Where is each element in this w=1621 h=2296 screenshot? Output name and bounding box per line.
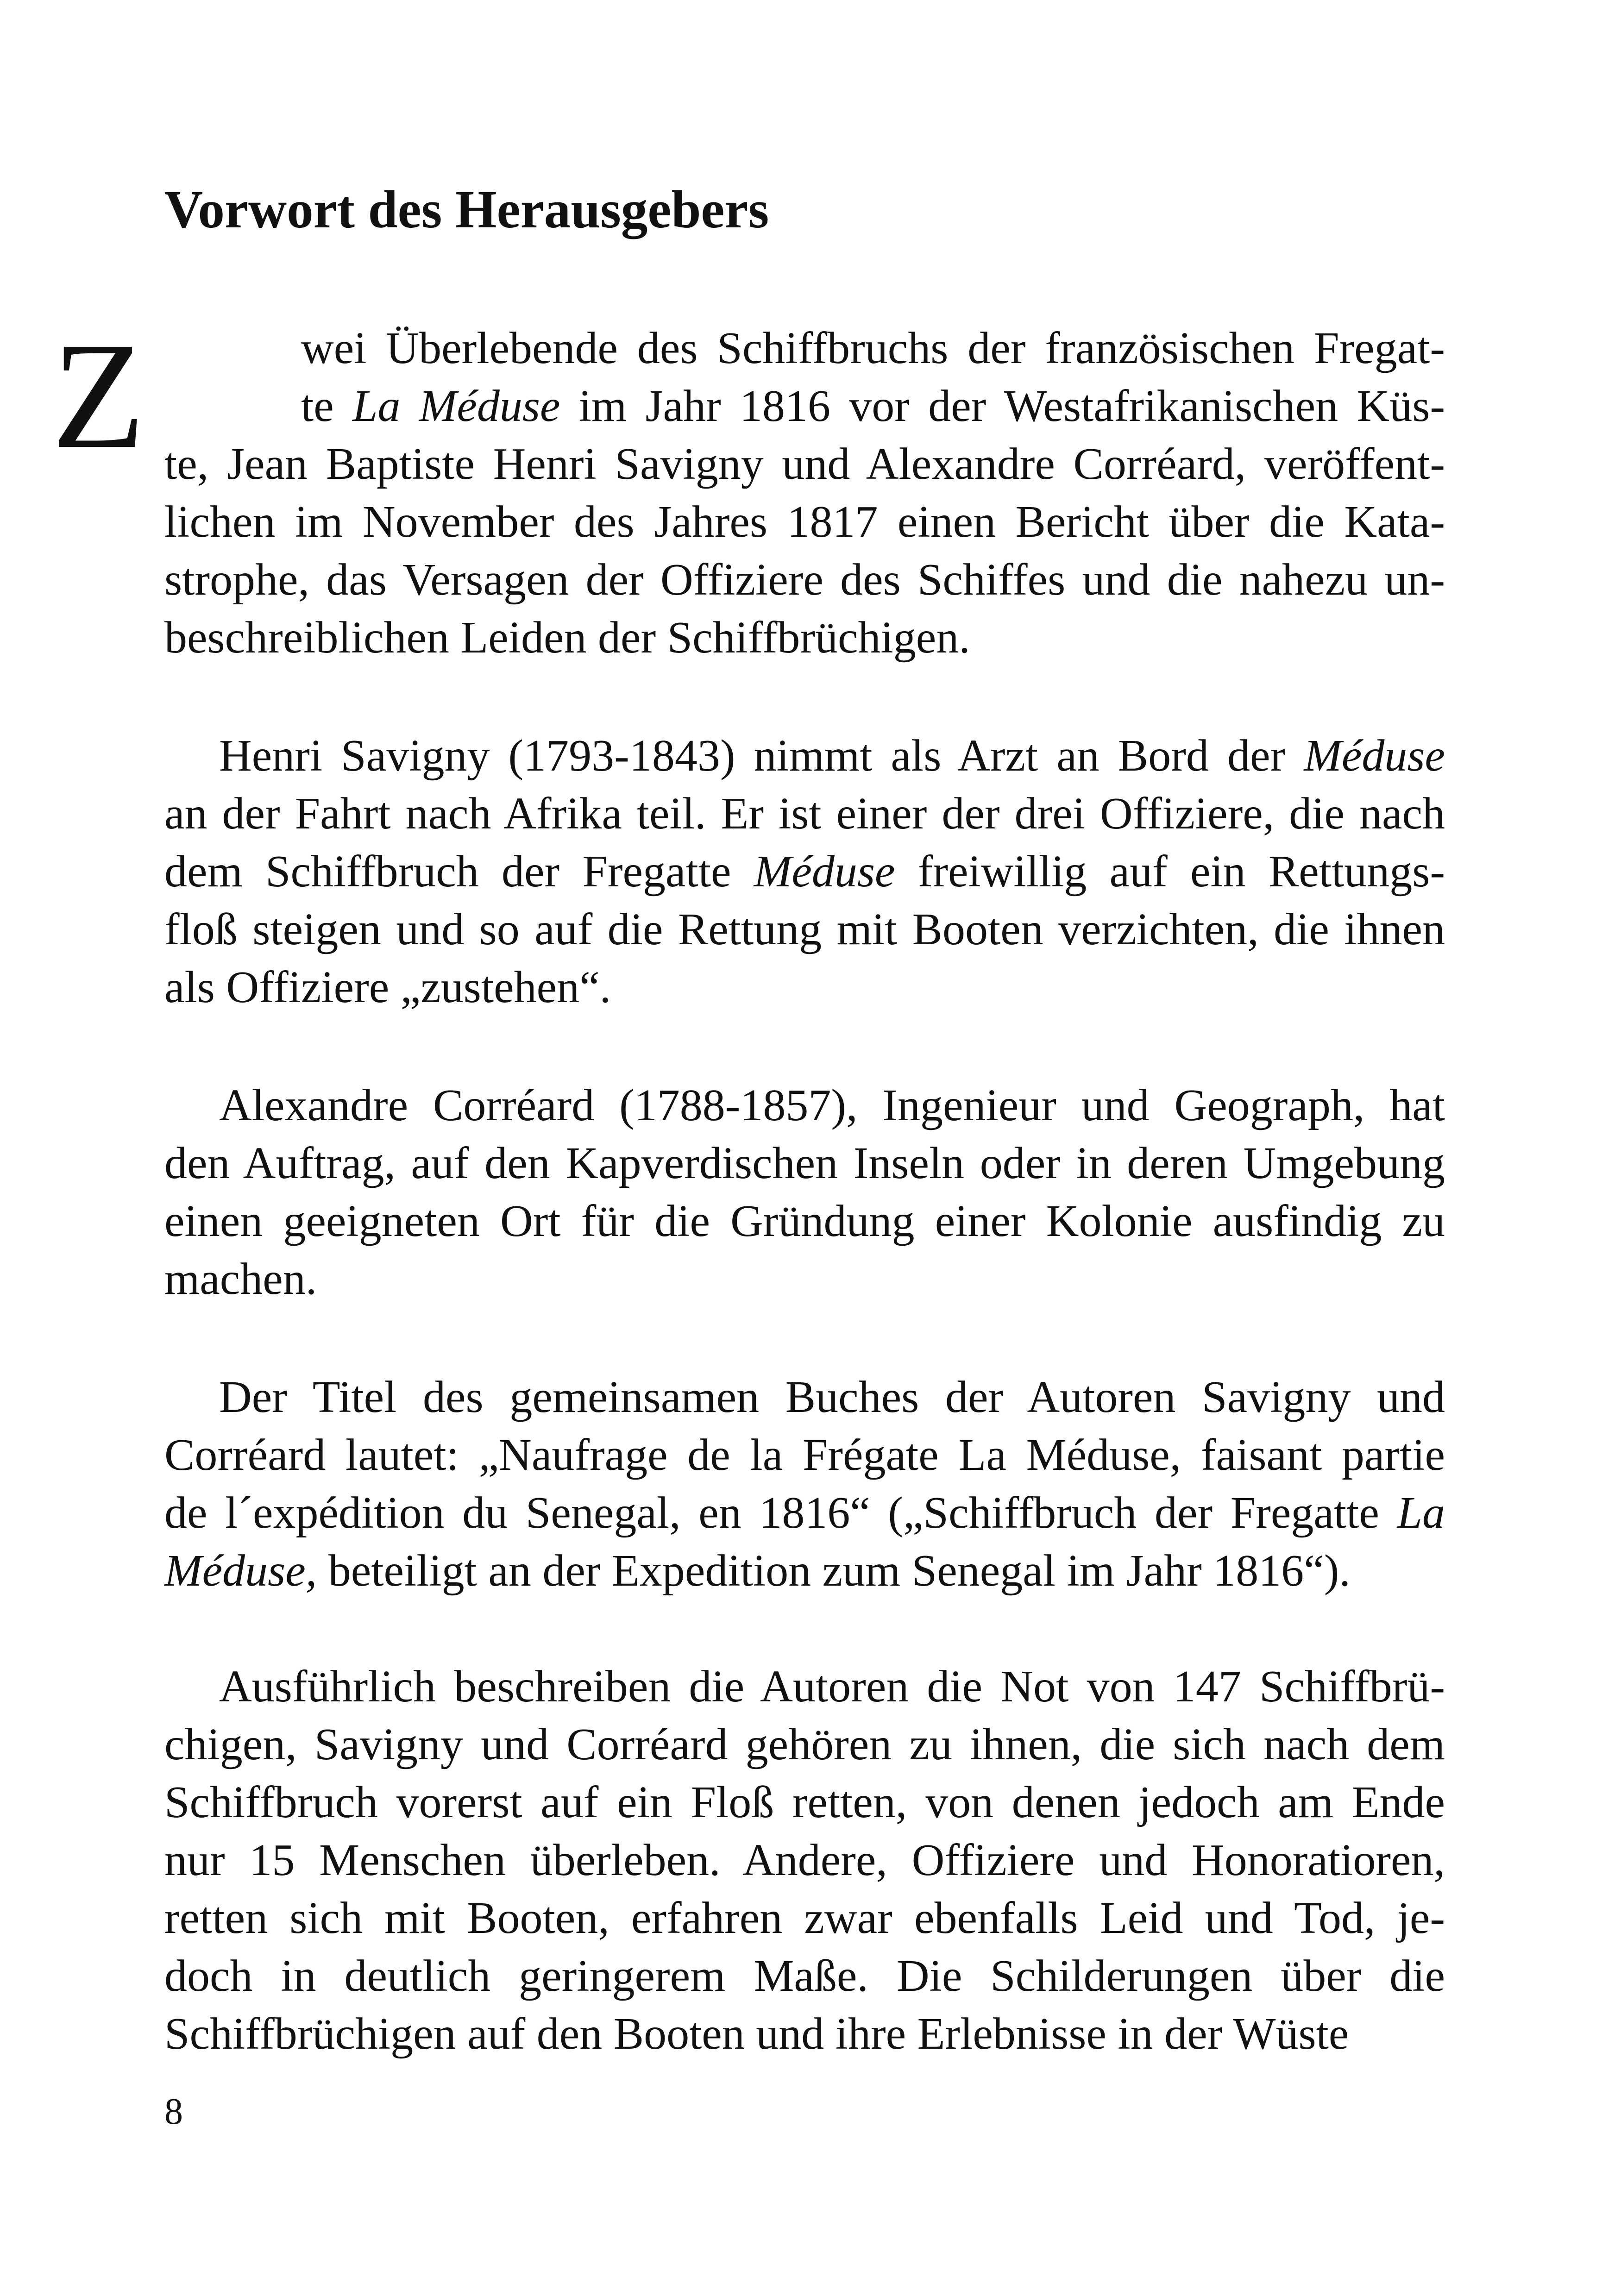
text-line: Corréard lautet: „Naufrage de la Frégate La Méduse, faisant partie bbox=[164, 1430, 1445, 1480]
text-line: te, Jean Baptiste Henri Savigny und Alexandre Corréard, veröffent- bbox=[164, 439, 1445, 489]
paragraph-4 bbox=[164, 1368, 1445, 1600]
text-line: Ausführlich beschreiben die Autoren die Not von 147 Schiffbrü- bbox=[219, 1662, 1445, 1712]
text-line: beschreiblichen Leiden der Schiffbrüchigen. bbox=[164, 613, 970, 663]
text-line: Méduse, beteiligt an der Expedition zum Senegal im Jahr 1816“). bbox=[164, 1546, 1351, 1596]
page-number: 8 bbox=[164, 2091, 183, 2132]
text-line: de l´expédition du Senegal, en 1816“ („Schiffbruch der Fregatte La bbox=[164, 1488, 1445, 1538]
text-line: machen. bbox=[164, 1254, 317, 1304]
text-line: retten sich mit Booten, erfahren zwar ebenfalls Leid und Tod, je- bbox=[164, 1893, 1445, 1943]
text-line: an der Fahrt nach Afrika teil. Er ist einer der drei Offiziere, die nach bbox=[164, 789, 1445, 839]
paragraph-1 bbox=[164, 320, 1445, 667]
text-line: wei Überlebende des Schiffbruchs der französischen Fregat- bbox=[301, 323, 1445, 373]
text-line: nur 15 Menschen überleben. Andere, Offiziere und Honoratioren, bbox=[164, 1835, 1445, 1885]
text-line: den Auftrag, auf den Kapverdischen Inseln oder in deren Umgebung bbox=[164, 1138, 1445, 1188]
text-line: floß steigen und so auf die Rettung mit Booten verzichten, die ihnen bbox=[164, 904, 1445, 954]
text-line: dem Schiffbruch der Fregatte Méduse freiwillig auf ein Rettungs- bbox=[164, 847, 1445, 897]
text-line: Schiffbrüchigen auf den Booten und ihre Erlebnisse in der Wüste bbox=[164, 2009, 1349, 2059]
drop-cap: Z bbox=[52, 311, 145, 480]
paragraph-5 bbox=[164, 1658, 1445, 2063]
paragraph-2 bbox=[164, 727, 1445, 1016]
text-line: Schiffbruch vorerst auf ein Floß retten, von denen jedoch am Ende bbox=[164, 1777, 1445, 1827]
text-line: Der Titel des gemeinsamen Buches der Autoren Savigny und bbox=[219, 1372, 1445, 1422]
text-line: te La Méduse im Jahr 1816 vor der Westafrikanischen Küs- bbox=[301, 381, 1445, 431]
text-line: strophe, das Versagen der Offiziere des Schiffes und die nahezu un- bbox=[164, 555, 1445, 605]
page-title: Vorwort des Herausgebers bbox=[164, 180, 769, 239]
text-line: doch in deutlich geringerem Maße. Die Schilderungen über die bbox=[164, 1951, 1445, 2001]
text-line: lichen im November des Jahres 1817 einen Bericht über die Kata- bbox=[164, 497, 1445, 547]
text-line: Alexandre Corréard (1788-1857), Ingenieur und Geograph, hat bbox=[219, 1080, 1445, 1130]
text-line: chigen, Savigny und Corréard gehören zu ihnen, die sich nach dem bbox=[164, 1719, 1445, 1769]
text-line: als Offiziere „zustehen“. bbox=[164, 962, 611, 1012]
paragraph-3 bbox=[164, 1077, 1445, 1308]
text-line: einen geeigneten Ort für die Gründung einer Kolonie ausfindig zu bbox=[164, 1196, 1445, 1246]
text-line: Henri Savigny (1793-1843) nimmt als Arzt an Bord der Méduse bbox=[219, 731, 1445, 781]
